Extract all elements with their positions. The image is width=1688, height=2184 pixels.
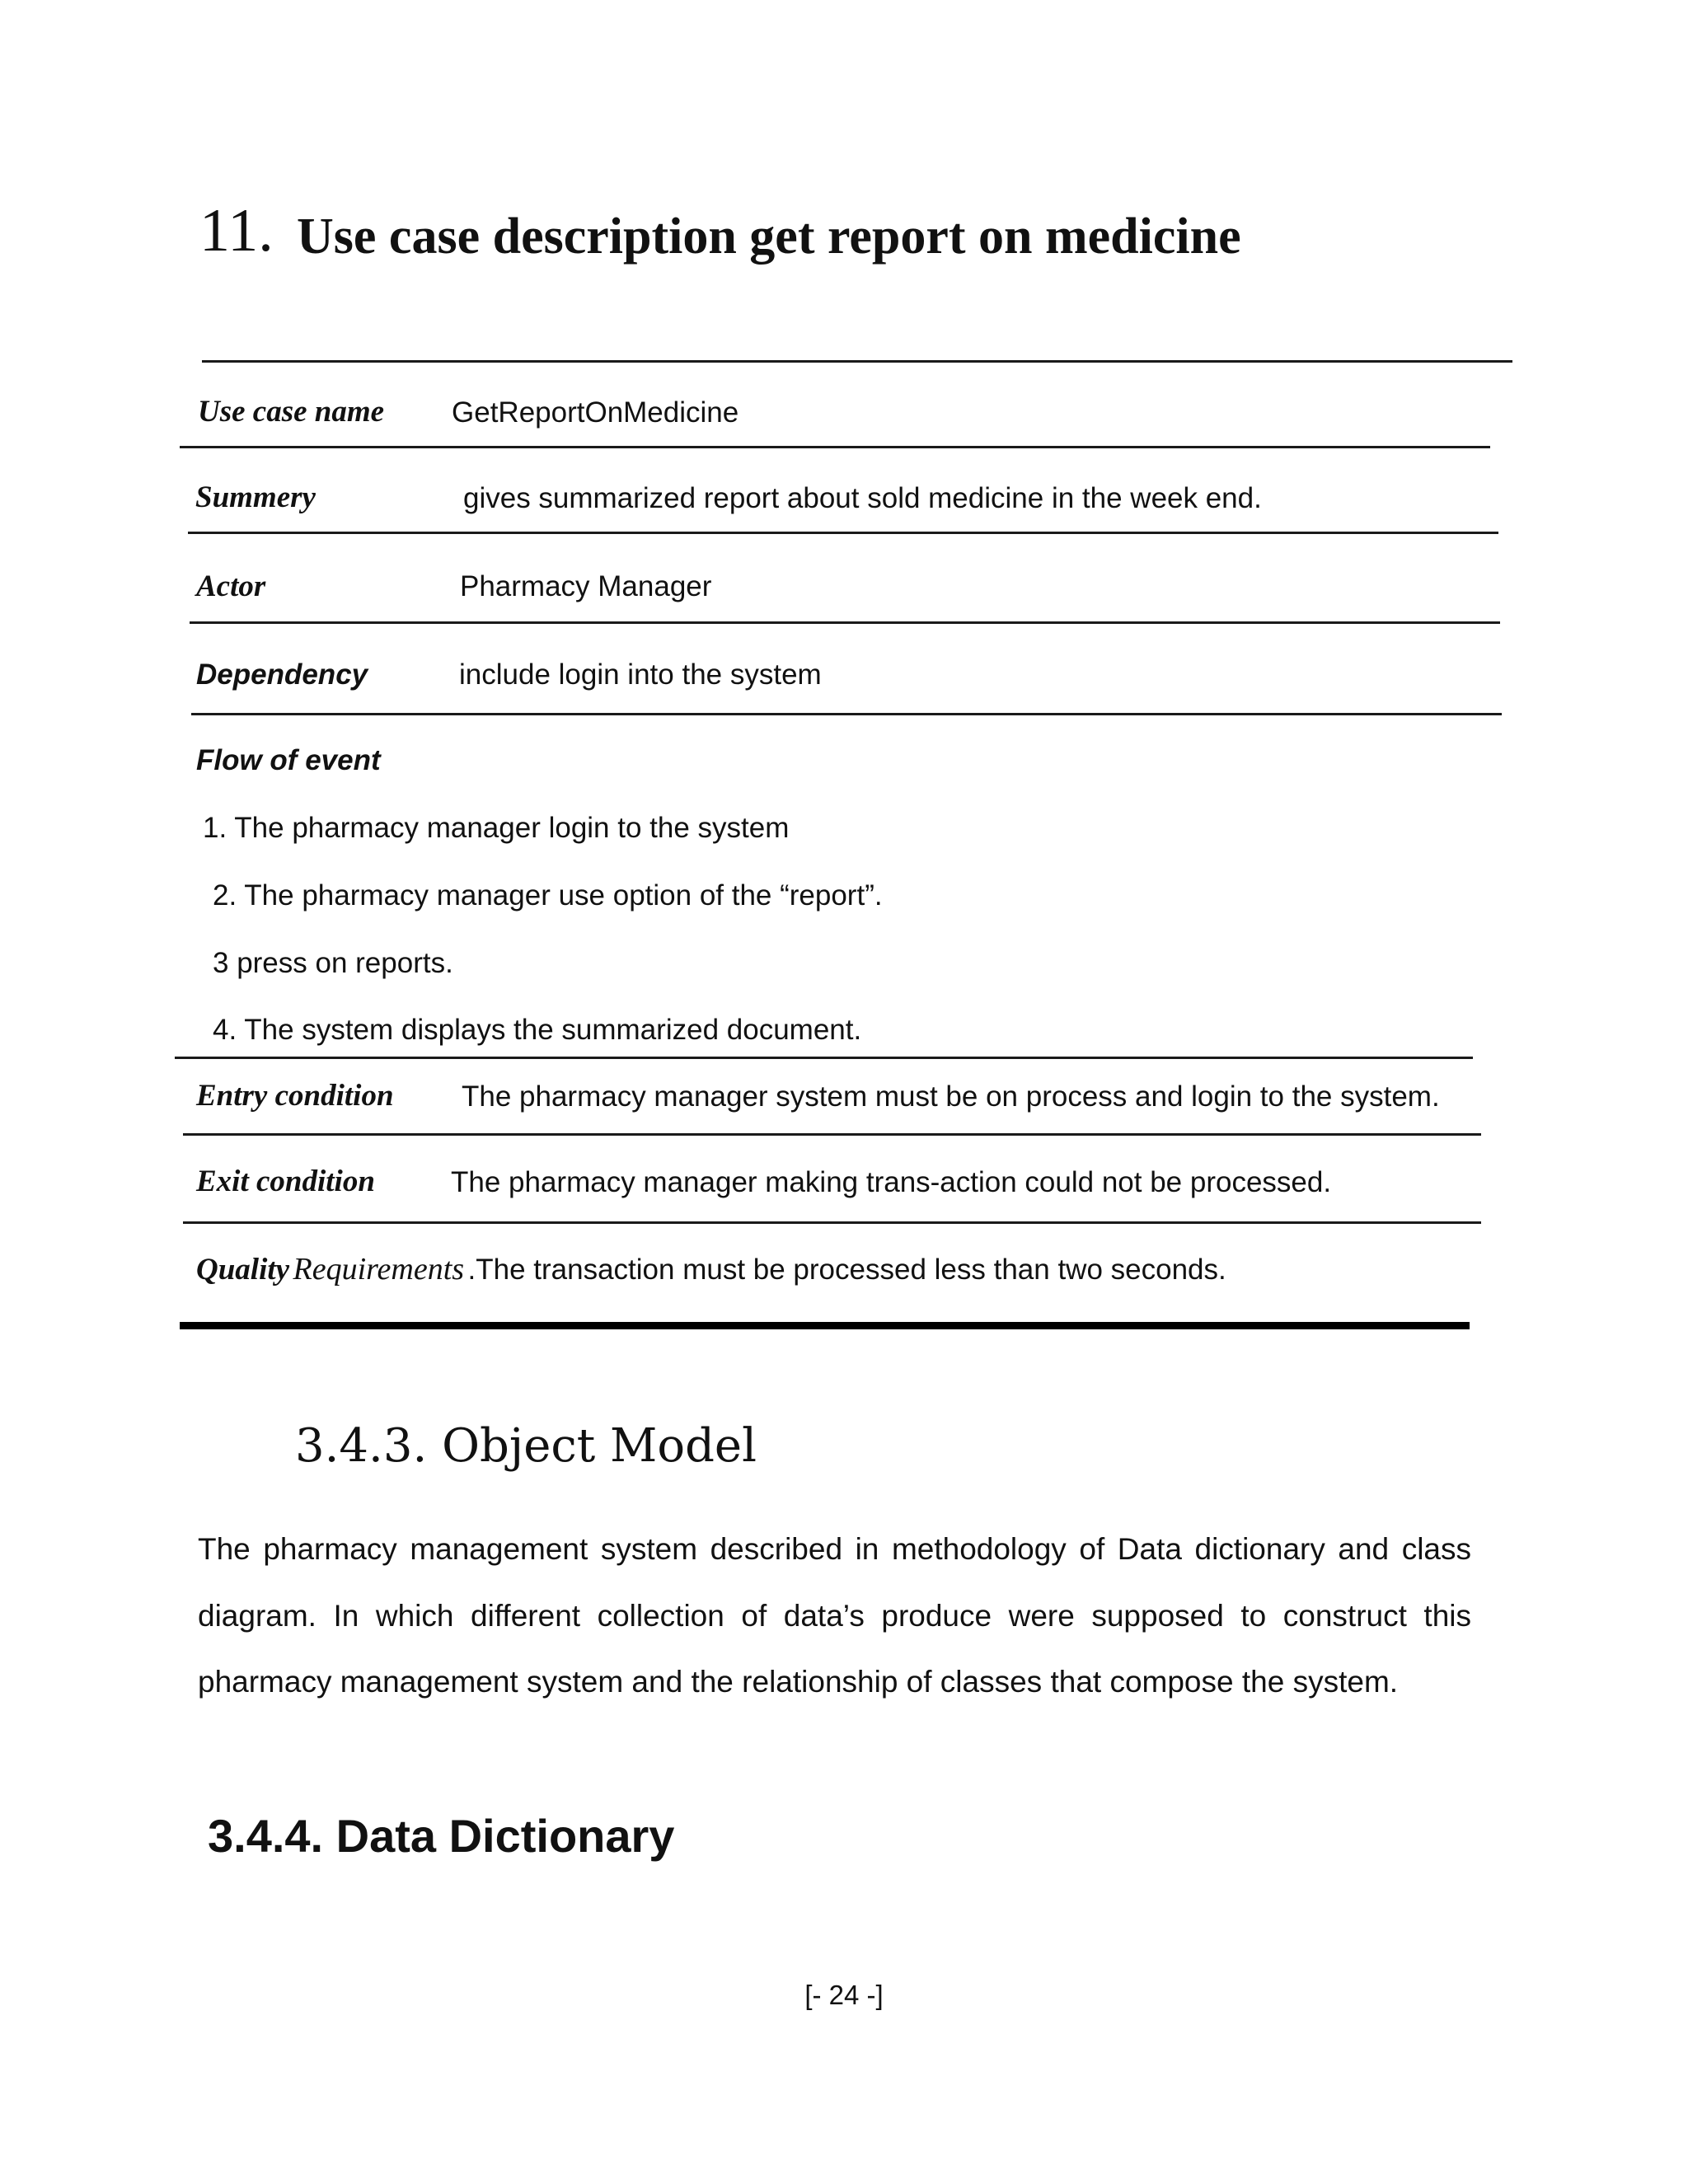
quality-label: Quality [196, 1253, 290, 1286]
flow-step: 1. The pharmacy manager login to the system [203, 812, 790, 844]
divider-row-2 [188, 532, 1498, 534]
exit-condition-value: The pharmacy manager making trans-action could not be processed. [451, 1166, 1332, 1198]
data-dictionary-heading: 3.4.4. Data Dictionary [208, 1810, 675, 1862]
summary-value: gives summarized report about sold medicine in the week end. [463, 482, 1262, 514]
object-model-heading: 3.4.3. Object Model [295, 1419, 757, 1473]
flow-step: 3 press on reports. [213, 947, 453, 979]
divider-row-7 [183, 1221, 1481, 1224]
use-case-name-label: Use case name [198, 395, 385, 429]
quality-value: .The transaction must be processed less than two seconds. [467, 1254, 1226, 1286]
section-number: 11. [199, 197, 274, 265]
dependency-label: Dependency [196, 658, 368, 691]
actor-label: Actor [196, 569, 266, 603]
flow-step: 4. The system displays the summarized document. [213, 1014, 862, 1046]
page-title: Use case description get report on medicine [297, 209, 1241, 265]
use-case-name-value: GetReportOnMedicine [452, 396, 739, 429]
flow-step: 2. The pharmacy manager use option of the “report”. [213, 879, 883, 912]
object-model-paragraph: The pharmacy management system described in methodology of Data dictionary and class diagram. In which different collection of data’s produce were supposed to construct this pharmacy management system and the relationship of classes that compose the system. [198, 1532, 1471, 1699]
summary-label: Summery [195, 480, 316, 514]
divider-row-6 [183, 1133, 1481, 1136]
divider-top [202, 360, 1512, 363]
quality-row [196, 1251, 1226, 1287]
divider-row-3 [190, 621, 1500, 624]
flow-of-event-label: Flow of event [196, 744, 381, 776]
divider-row-4 [191, 713, 1502, 715]
actor-value: Pharmacy Manager [460, 570, 712, 602]
entry-condition-value: The pharmacy manager system must be on process and login to the system. [462, 1080, 1440, 1113]
dependency-value: include login into the system [459, 658, 822, 691]
requirements-label: Requirements [293, 1252, 465, 1286]
exit-condition-label: Exit condition [196, 1165, 375, 1198]
divider-thick [180, 1322, 1470, 1329]
divider-row-1 [180, 446, 1490, 448]
entry-condition-label: Entry condition [196, 1079, 394, 1113]
page-number: [- 24 -] [804, 1980, 884, 2010]
divider-row-5 [175, 1057, 1473, 1059]
